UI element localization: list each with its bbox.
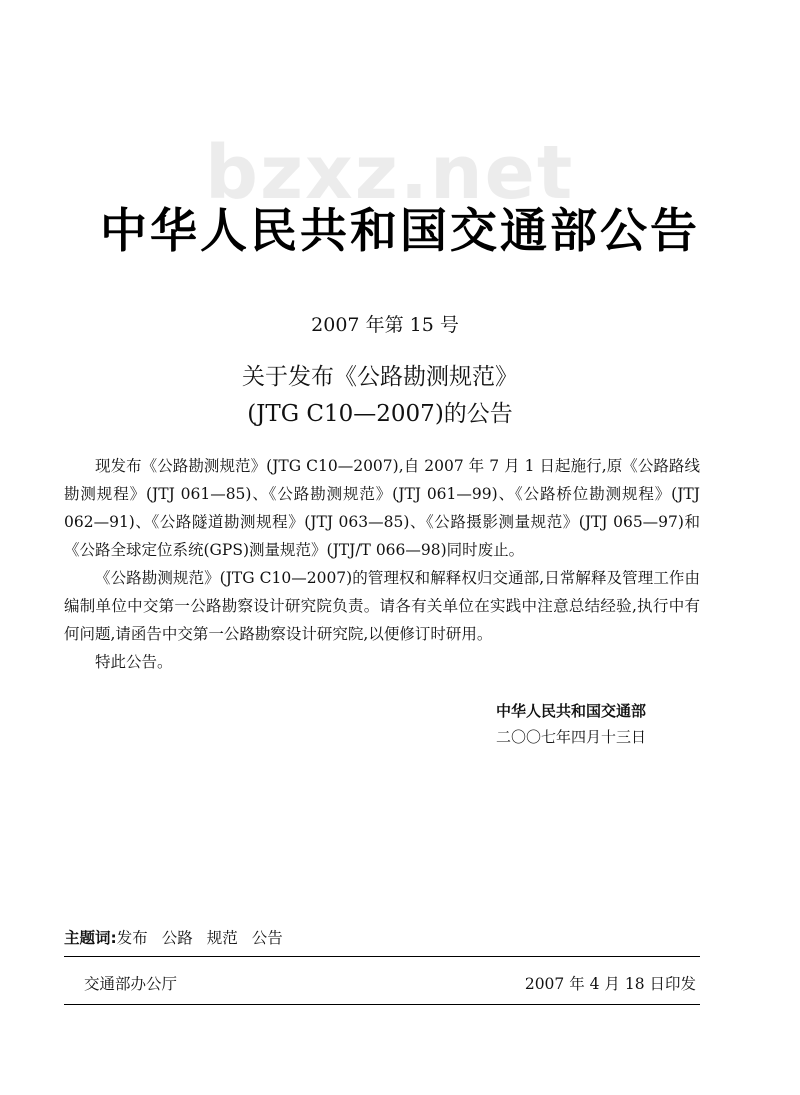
signing-organization: 中华人民共和国交通部 [496,702,647,720]
document-number: 2007 年第 15 号 [311,314,459,336]
body-paragraph: 特此公告。 [95,653,173,671]
subject-keywords [64,926,297,948]
footer-divider-top [64,956,700,957]
watermark: bzxz.net [205,130,575,216]
page-title: 中华人民共和国交通部公告 [100,204,700,259]
keywords-label: 主题词: [64,929,117,947]
keyword: 发布 [116,929,148,947]
keyword: 公路 [161,929,193,947]
keyword: 规范 [206,929,238,947]
keyword: 公告 [251,929,283,947]
issuing-office: 交通部办公厅 [84,975,178,993]
body-paragraph: 现发布《公路勘测规范》(JTG C10—2007),自 2007 年 7 月 1 日起施行,原《公路路线勘测规程》(JTJ 061—85)、《公路勘测规范》(JTJ 061—99)、《公路桥位勘测规程》(JTJ 062—91)、《公路隧道勘测规程》(JTJ 063—85)、《公路摄影测量规范》(JTJ 065—97)和《公路全球定位系统(GPS)测量规范》(JTJ/T 066—98)同时废止。 [64,457,700,559]
announcement-body [64,452,700,676]
subject-line-1: 关于发布《公路勘测规范》 [242,364,518,390]
body-paragraph: 《公路勘测规范》(JTG C10—2007)的管理权和解释权归交通部,日常解释及管理工作由编制单位中交第一公路勘察设计研究院负责。请各有关单位在实践中注意总结经验,执行中有何问题,请函告中交第一公路勘察设计研究院,以便修订时研用。 [64,569,700,643]
print-date: 2007 年 4 月 18 日印发 [524,975,696,993]
signing-date: 二〇〇七年四月十三日 [496,728,647,746]
subject-line-2: (JTG C10—2007)的公告 [247,401,513,427]
footer-divider-bottom [64,1004,700,1005]
